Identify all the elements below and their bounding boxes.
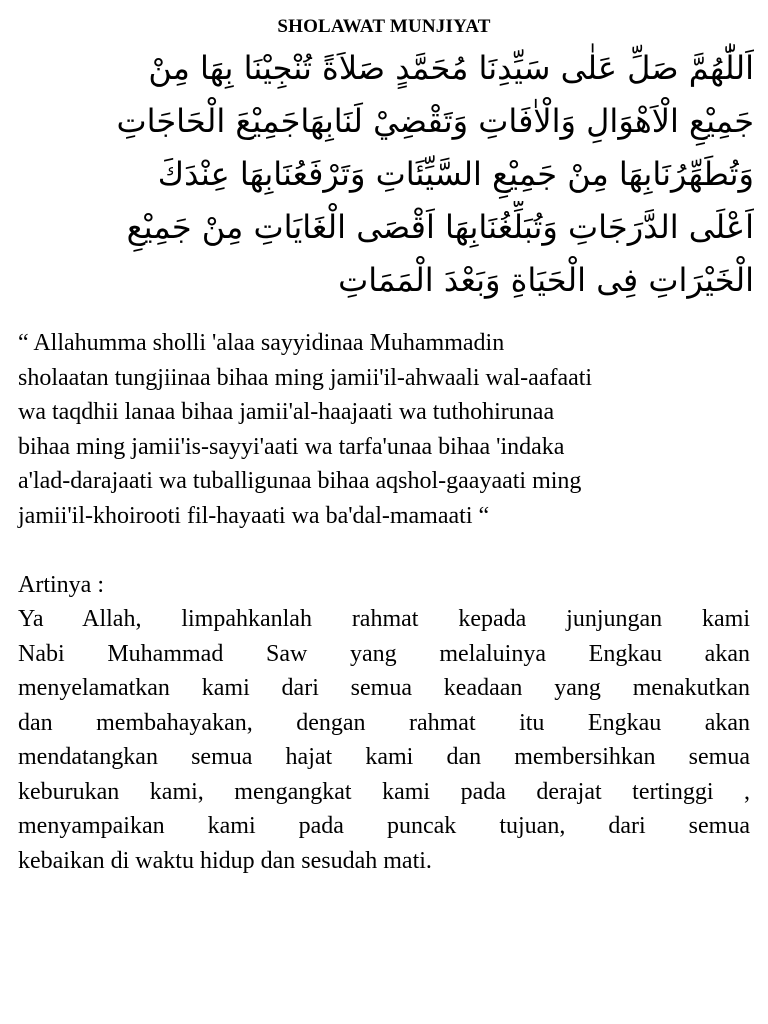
artinya-heading: Artinya : (18, 572, 104, 598)
translation-line: dan membahayakan, dengan rahmat itu Engkau akan (18, 709, 750, 736)
translation-line: kebaikan di waktu hidup dan sesudah mati. (18, 847, 432, 874)
translation-line: mendatangkan semua hajat kami dan membersihkan semua (18, 744, 750, 770)
translation-line: menyampaikan kami pada puncak tujuan, dari semua (18, 813, 750, 839)
transliteration-line: wa taqdhii lanaa bihaa jamii'al-haajaati wa tuthohirunaa (18, 399, 555, 426)
transliteration-line: bihaa ming jamii'is-sayyi'aati wa tarfa'unaa bihaa 'indaka (18, 433, 565, 460)
arabic-line: اَعْلَى الدَّرَجَاتِ وَتُبَلِّغُنَابِهَا اَقْصَى الْغَايَاتِ مِنْ جَمِيْعِ (126, 208, 754, 246)
transliteration-line: “ Allahumma sholli 'alaa sayyidinaa Muhammadin (18, 330, 505, 356)
arabic-text (18, 42, 754, 307)
document-title: SHOLAWAT MUNJIYAT (277, 16, 491, 37)
translation-line: Nabi Muhammad Saw yang melaluinya Engkau akan (18, 640, 750, 667)
translation-paragraph (18, 602, 750, 878)
arabic-line: اَللّٰهُمَّ صَلِّ عَلٰى سَيِّدِنَا مُحَمَّدٍ صَلاَةً تُنْجِيْنَا بِهَا مِنْ (148, 49, 754, 87)
translation-line: menyelamatkan kami dari semua keadaan yang menakutkan (18, 675, 750, 701)
transliteration-line: sholaatan tungjiinaa bihaa ming jamii'il-ahwaali wal-aafaati (18, 364, 593, 391)
arabic-line: الْخَيْرَاتِ فِى الْحَيَاةِ وَبَعْدَ الْمَمَاتِ (338, 261, 754, 299)
transliteration-paragraph (18, 326, 752, 534)
translation-line: Ya Allah, limpahkanlah rahmat kepada junjungan kami (18, 606, 750, 632)
transliteration-line: jamii'il-khoirooti fil-hayaati wa ba'dal-mamaati “ (18, 502, 490, 529)
transliteration-line: a'lad-darajaati wa tuballigunaa bihaa aqshol-gaayaati ming (18, 468, 582, 495)
arabic-line: جَمِيْعِ الْاَهْوَالِ وَالْاٰفَاتِ وَتَقْضِيْ لَنَابِهَاجَمِيْعَ الْحَاجَاتِ (116, 102, 754, 140)
arabic-line: وَتُطَهِّرُنَابِهَا مِنْ جَمِيْعِ السَّيِّئَاتِ وَتَرْفَعُنَابِهَا عِنْدَكَ (157, 155, 754, 193)
translation-line: keburukan kami, mengangkat kami pada derajat tertinggi , (18, 778, 750, 805)
